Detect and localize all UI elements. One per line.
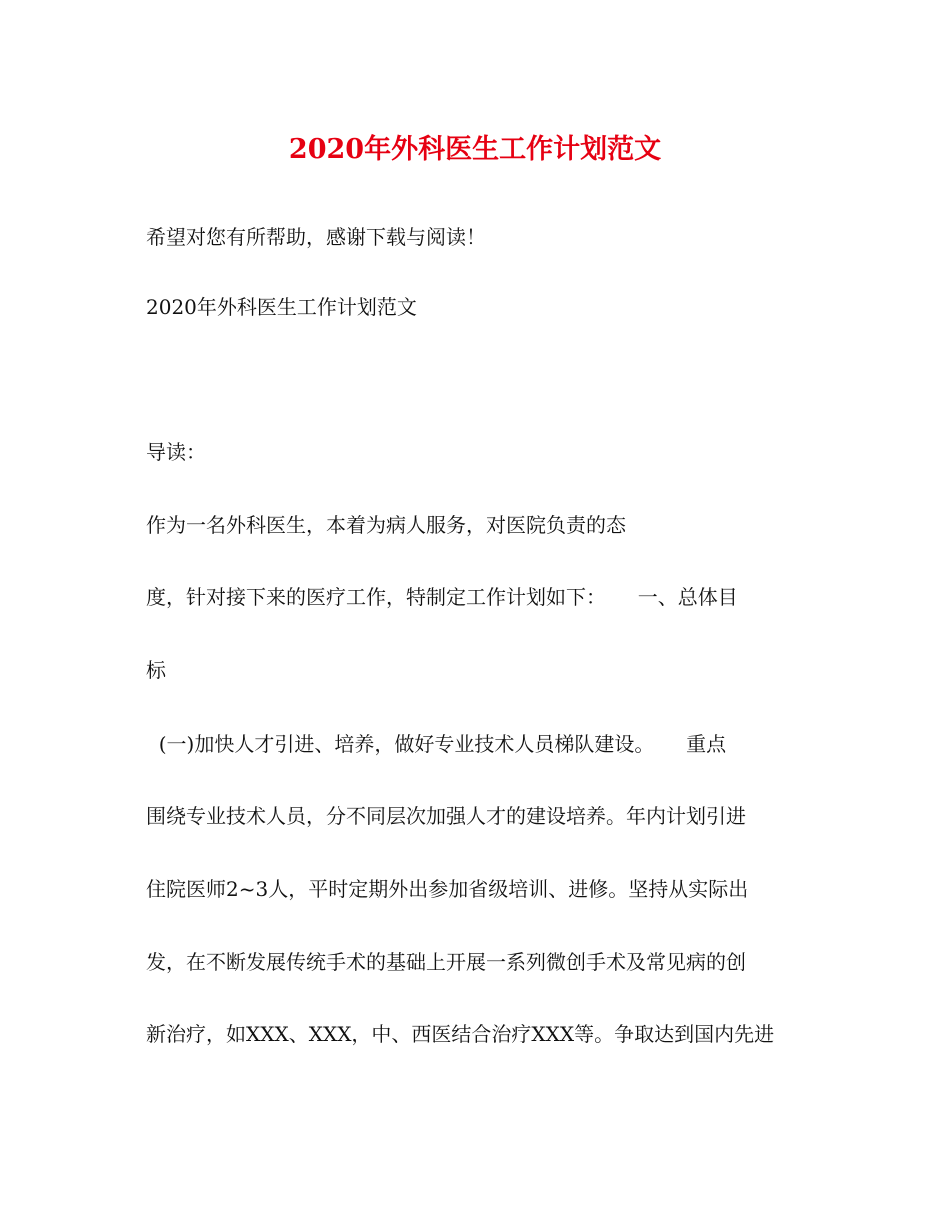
greeting-line: 希望对您有所帮助，感谢下载与阅读！ bbox=[146, 225, 486, 249]
paragraph-line: 作为一名外科医生，本着为病人服务，对医院负责的态 bbox=[146, 513, 626, 537]
paragraph-line: 标 bbox=[146, 658, 166, 682]
paragraph-line: 新治疗，如XXX、XXX，中、西医结合治疗XXX等。争取达到国内先进 bbox=[146, 1022, 775, 1046]
intro-heading: 导读： bbox=[146, 440, 206, 464]
paragraph-line: (一)加快人才引进、培养，做好专业技术人员梯队建设。 重点 bbox=[146, 732, 727, 756]
document-title: 2020年外科医生工作计划范文 bbox=[288, 134, 662, 165]
subtitle-line: 2020年外科医生工作计划范文 bbox=[146, 295, 417, 319]
paragraph-line: 发，在不断发展传统手术的基础上开展一系列微创手术及常见病的创 bbox=[146, 950, 746, 974]
paragraph-line: 围绕专业技术人员，分不同层次加强人才的建设培养。年内计划引进 bbox=[146, 804, 746, 828]
paragraph-line: 住院医师2~3人，平时定期外出参加省级培训、进修。坚持从实际出 bbox=[146, 877, 749, 901]
paragraph-line: 度，针对接下来的医疗工作，特制定工作计划如下： 一、总体目 bbox=[146, 585, 738, 609]
